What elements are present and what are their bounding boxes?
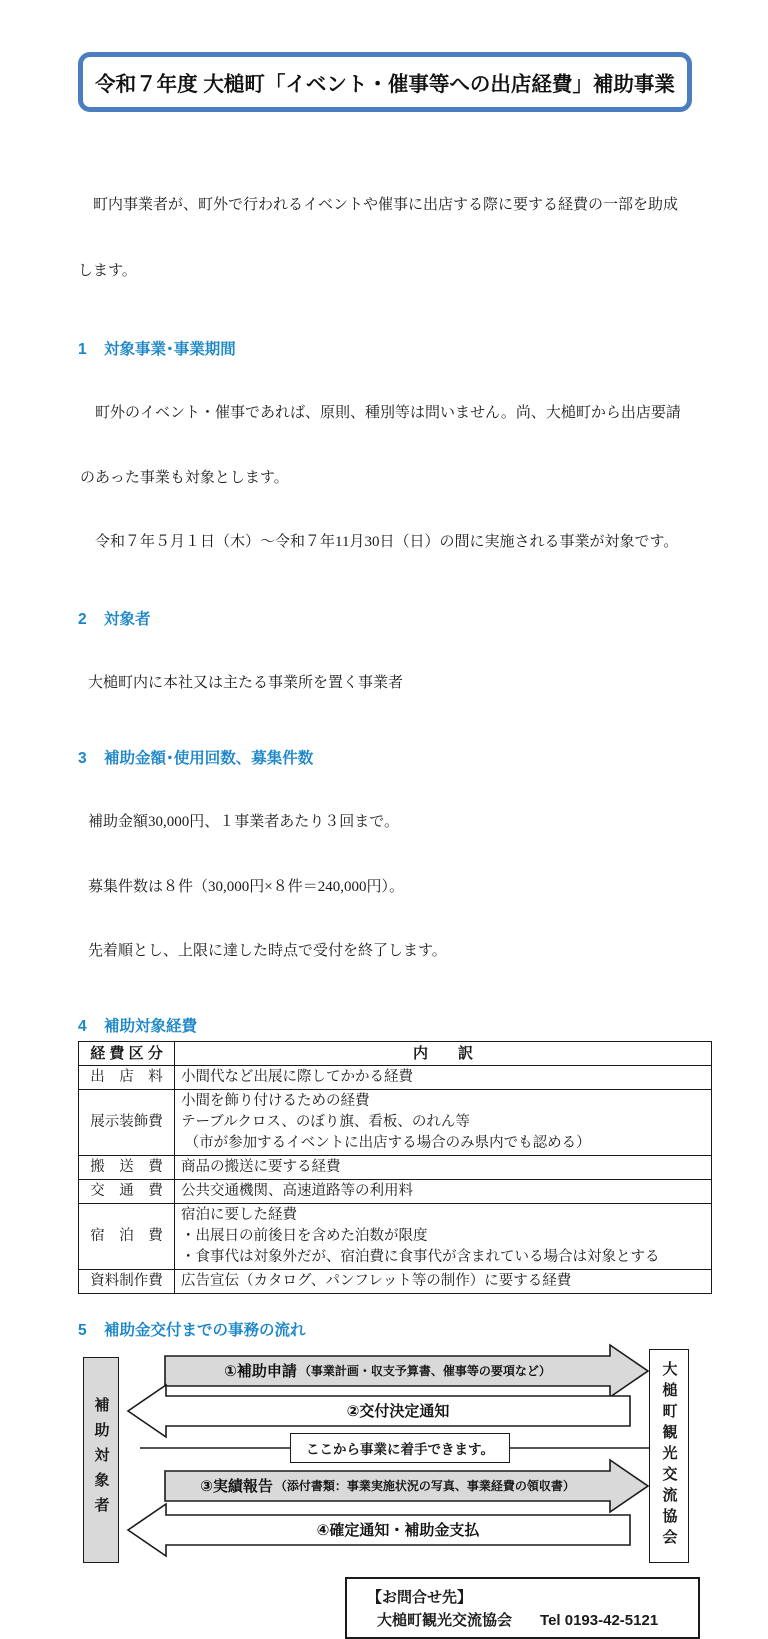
- section-number: 5: [78, 1321, 87, 1339]
- expense-table: [78, 1041, 712, 1294]
- detail-line: 商品の搬送に要する経費: [181, 1158, 341, 1175]
- contact-org: 大槌町観光交流協会: [377, 1611, 513, 1629]
- flow-left-label: 補助対象者: [92, 1397, 110, 1522]
- section-number: 1: [78, 341, 87, 358]
- flow-note-text: ここから事業に着手できます。: [306, 1441, 494, 1457]
- body-line: 町外のイベント・催事であれば、原則、種別等は問いません。尚、大槌町から出店要請: [80, 405, 681, 421]
- detail-line: 広告宣伝（カタログ、パンフレット等の制作）に要する経費: [181, 1272, 572, 1289]
- section-title: 対象事業･事業期間: [104, 341, 236, 358]
- section-title: 補助金交付までの事務の流れ: [104, 1321, 306, 1339]
- flow-right-label: 大槌町観光交流協会: [660, 1361, 678, 1550]
- detail-line: ・出展日の前後日を含めた泊数が限度: [181, 1227, 428, 1244]
- table-row: [79, 1089, 712, 1155]
- section-3-heading: [78, 748, 712, 769]
- step-sub: （添付書類：事業実施状況の写真、事業経費の領収書）: [274, 1479, 575, 1493]
- category-cell: 展示装飾費: [79, 1089, 175, 1155]
- step-main: ①補助申請: [224, 1363, 297, 1380]
- flow-right-box: [649, 1349, 689, 1563]
- detail-cell: [175, 1179, 712, 1203]
- flow-step-3: [165, 1471, 610, 1501]
- category-cell: 搬 送 費: [79, 1155, 175, 1179]
- body-line: 令和７年５月１日（木）～令和７年11月30日（日）の間に実施される事業が対象です。: [80, 534, 679, 550]
- section-number: 2: [78, 610, 87, 628]
- detail-line: ・食事代は対象外だが、宿泊費に食事代が含まれている場合は対象とする: [181, 1248, 660, 1265]
- body-line: 募集件数は８件（30,000円×８件＝240,000円）。: [88, 878, 404, 895]
- contact-detail: [367, 1609, 698, 1632]
- body-line: 補助金額30,000円、１事業者あたり３回まで。: [88, 814, 399, 830]
- flow-note-box: [290, 1433, 510, 1463]
- detail-cell: [175, 1269, 712, 1293]
- section-2-body: [78, 630, 712, 738]
- title-box: [78, 52, 692, 112]
- category-cell: 交 通 費: [79, 1179, 175, 1203]
- table-header-row: [79, 1041, 712, 1065]
- detail-cell: [175, 1155, 712, 1179]
- category-cell: 出 店 料: [79, 1065, 175, 1089]
- detail-line: （市が参加するイベントに出店する場合のみ県内でも認める）: [181, 1134, 591, 1151]
- body-line: 先着順とし、上限に達した時点で受付を終了します。: [88, 943, 447, 959]
- section-number: 3: [78, 750, 87, 767]
- step-main: ③実績報告: [200, 1478, 273, 1495]
- detail-cell: [175, 1089, 712, 1155]
- section-3-body: [78, 769, 712, 1006]
- body-line: 大槌町内に本社又は主たる事業所を置く事業者: [88, 674, 404, 691]
- contact-box: [345, 1577, 700, 1639]
- section-title: 補助金額･使用回数、募集件数: [104, 750, 314, 767]
- detail-cell: [175, 1203, 712, 1269]
- intro-line: します。: [78, 263, 137, 279]
- detail-line: 小間代など出展に際してかかる経費: [181, 1068, 413, 1085]
- section-title: 補助対象経費: [104, 1017, 198, 1035]
- step-main: ②交付決定通知: [346, 1403, 450, 1420]
- flow-step-4: [166, 1515, 630, 1545]
- body-line: のあった事業も対象とします。: [80, 469, 289, 486]
- category-cell: 宿 泊 費: [79, 1203, 175, 1269]
- table-row: [79, 1179, 712, 1203]
- section-4-heading: [78, 1016, 712, 1037]
- contact-tel: Tel 0193-42-5121: [540, 1611, 659, 1629]
- page-title: 令和７年度 大槌町「イベント・催事等への出店経費」補助事業: [95, 73, 675, 96]
- document-content: [78, 52, 712, 1639]
- table-row: [79, 1269, 712, 1293]
- section-1-heading: [78, 339, 712, 360]
- section-title: 対象者: [104, 610, 151, 628]
- col-header-category: 経 費 区 分: [79, 1041, 175, 1065]
- flow-step-2: [166, 1396, 630, 1426]
- section-number: 4: [78, 1017, 87, 1035]
- section-2-heading: [78, 609, 712, 630]
- flow-step-1: [165, 1356, 610, 1386]
- detail-line: 宿泊に要した経費: [181, 1206, 297, 1223]
- category-cell: 資料制作費: [79, 1269, 175, 1293]
- table-row: [79, 1203, 712, 1269]
- table-row: [79, 1065, 712, 1089]
- detail-line: テーブルクロス、のぼり旗、看板、のれん等: [181, 1113, 470, 1130]
- col-header-detail: 内 訳: [175, 1041, 712, 1065]
- detail-line: 小間を飾り付けるための経費: [181, 1092, 370, 1109]
- section-5-heading: [78, 1320, 712, 1341]
- flow-diagram: [78, 1345, 712, 1569]
- intro-paragraph: [78, 150, 712, 326]
- detail-cell: [175, 1065, 712, 1089]
- detail-line: 公共交通機関、高速道路等の利用料: [181, 1182, 413, 1199]
- section-1-body: [78, 360, 712, 597]
- step-main: ④確定通知・補助金支払: [316, 1522, 480, 1539]
- contact-label: 【お問合せ先】: [367, 1588, 473, 1606]
- step-sub: （事業計画・収支予算書、催事等の要項など）: [298, 1364, 551, 1378]
- table-row: [79, 1155, 712, 1179]
- flow-left-box: [83, 1357, 119, 1563]
- intro-line: 町内事業者が、町外で行われるイベントや催事に出店する際に要する経費の一部を助成: [78, 197, 679, 213]
